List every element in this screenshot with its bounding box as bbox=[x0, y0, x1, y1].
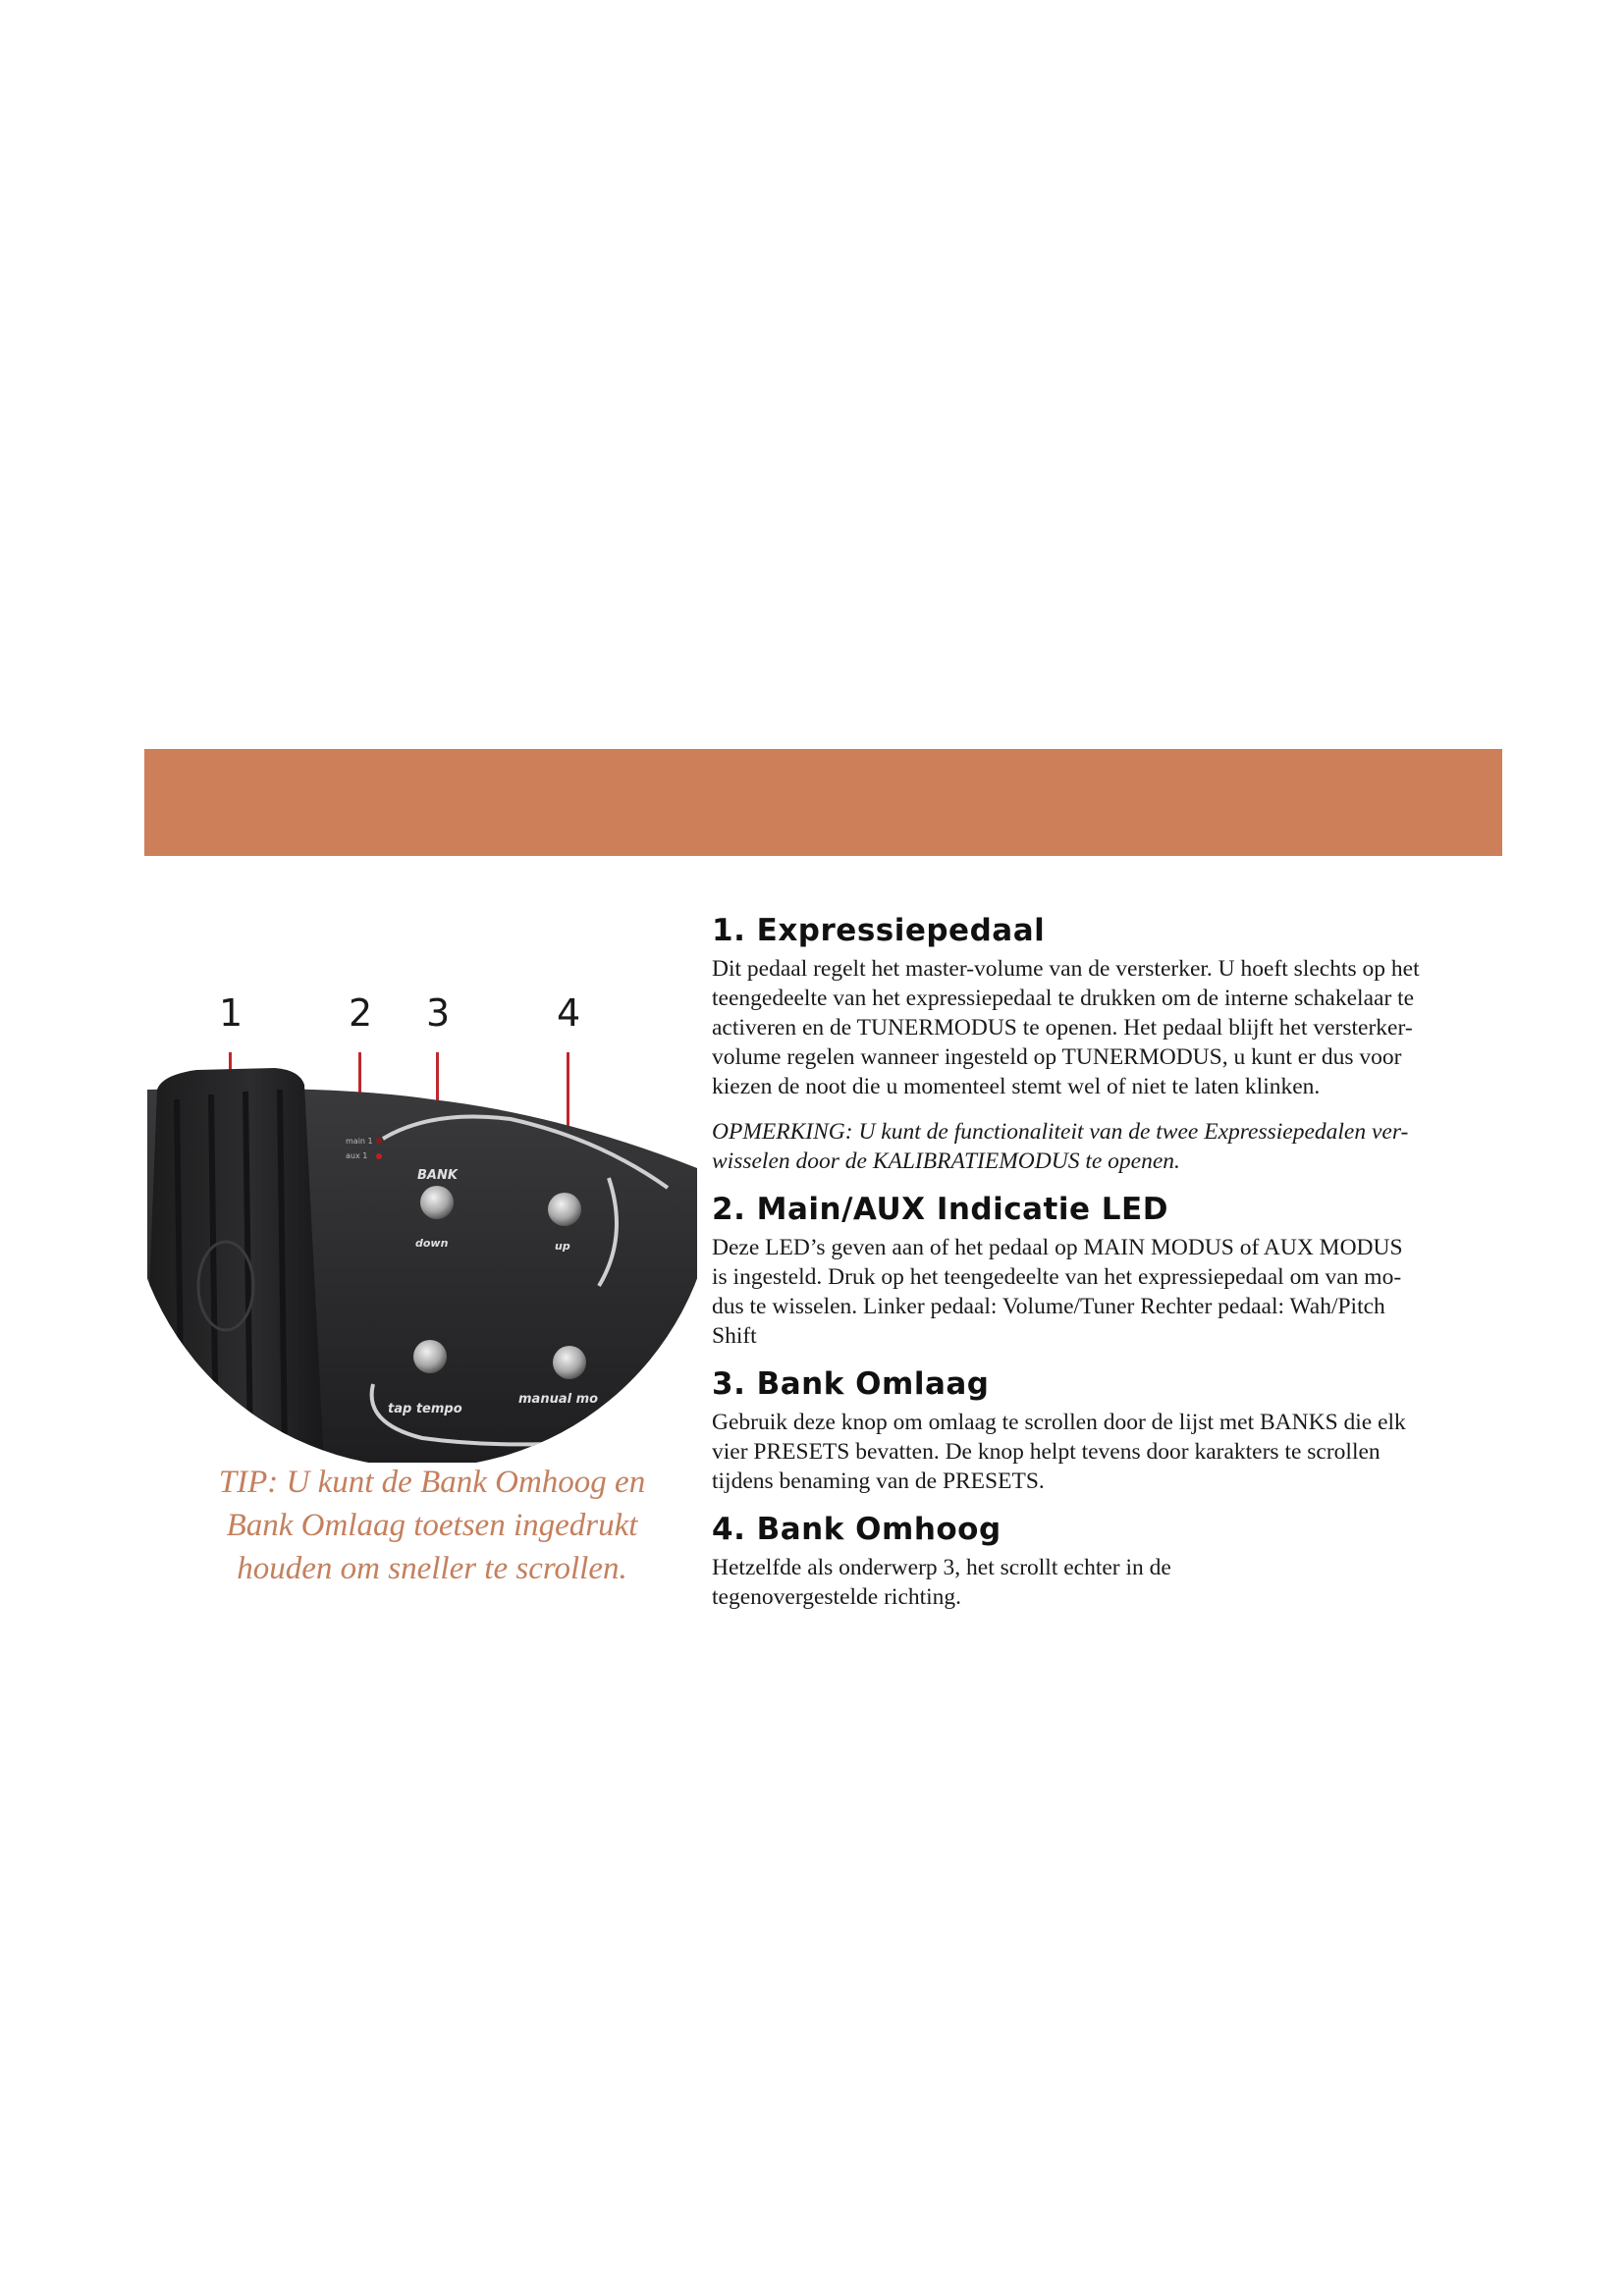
section-bank-omhoog bbox=[712, 1512, 1488, 1612]
callout-number-4: 4 bbox=[557, 991, 581, 1035]
section-heading: 1. Expressiepedaal bbox=[712, 913, 1046, 948]
section-body bbox=[712, 1408, 1488, 1496]
note-line: OPMERKING: U kunt de functionaliteit van de twee Expressiepedalen ver- bbox=[712, 1119, 1409, 1145]
up-label: up bbox=[555, 1240, 570, 1253]
body-line: tijdens benaming van de PRESETS. bbox=[712, 1468, 1045, 1494]
manual-mode-label: manual mo bbox=[518, 1392, 599, 1407]
header-banner bbox=[144, 749, 1502, 856]
note-paragraph bbox=[712, 1117, 1488, 1176]
section-body bbox=[712, 1553, 1488, 1612]
body-line: teengedeelte van het expressiepedaal te drukken om de interne schakelaar te bbox=[712, 986, 1415, 1011]
tip-line: Bank Omlaag toetsen ingedrukt bbox=[226, 1508, 638, 1543]
body-line: dus te wisselen. Linker pedaal: Volume/Tuner Rechter pedaal: Wah/Pitch bbox=[712, 1294, 1385, 1319]
section-bank-omlaag bbox=[712, 1366, 1488, 1496]
body-line: volume regelen wanneer ingesteld op TUNERMODUS, u kunt er dus voor bbox=[712, 1044, 1402, 1070]
bank-label: BANK bbox=[417, 1168, 458, 1183]
body-line: Hetzelfde als onderwerp 3, het scrollt echter in de bbox=[712, 1555, 1171, 1580]
tip-line: TIP: U kunt de Bank Omhoog en bbox=[218, 1465, 646, 1500]
body-line: tegenovergestelde richting. bbox=[712, 1584, 962, 1610]
body-line: kiezen de noot die u momenteel stemt wel of niet te laten klinken. bbox=[712, 1074, 1321, 1099]
section-heading: 2. Main/AUX Indicatie LED bbox=[712, 1192, 1168, 1227]
body-line: Shift bbox=[712, 1323, 757, 1349]
main-led-label: main 1 bbox=[346, 1137, 373, 1146]
section-heading: 4. Bank Omhoog bbox=[712, 1512, 1001, 1547]
body-line: is ingesteld. Druk op het teengedeelte van het expressiepedaal om van mo- bbox=[712, 1264, 1402, 1290]
body-line: Deze LED’s geven aan of het pedaal op MAIN MODUS of AUX MODUS bbox=[712, 1235, 1403, 1260]
tip-line: houden om sneller te scrollen. bbox=[237, 1551, 627, 1586]
down-label: down bbox=[415, 1237, 449, 1250]
tap-tempo-label: tap tempo bbox=[388, 1402, 462, 1416]
pedalboard-figure bbox=[137, 991, 707, 1482]
section-body bbox=[712, 1233, 1488, 1351]
callout-number-3: 3 bbox=[426, 991, 451, 1035]
callout-number-1: 1 bbox=[219, 991, 244, 1035]
body-line: activeren en de TUNERMODUS te openen. Het pedaal blijft het versterker- bbox=[712, 1015, 1413, 1041]
body-line: vier PRESETS bevatten. De knop helpt tevens door karakters te scrollen bbox=[712, 1439, 1380, 1465]
aux-led-label: aux 1 bbox=[346, 1151, 368, 1160]
section-body bbox=[712, 954, 1488, 1101]
feature-descriptions bbox=[712, 913, 1488, 1628]
body-line: Gebruik deze knop om omlaag te scrollen door de lijst met BANKS die elk bbox=[712, 1410, 1406, 1435]
section-main-aux-led bbox=[712, 1192, 1488, 1351]
pedalboard-illustration bbox=[137, 991, 707, 1463]
callout-number-2: 2 bbox=[349, 991, 373, 1035]
tip-caption bbox=[187, 1461, 677, 1590]
section-expressiepedaal bbox=[712, 913, 1488, 1176]
section-heading: 3. Bank Omlaag bbox=[712, 1366, 990, 1402]
body-line: Dit pedaal regelt het master-volume van de versterker. U hoeft slechts op het bbox=[712, 956, 1420, 982]
note-line: wisselen door de KALIBRATIEMODUS te openen. bbox=[712, 1148, 1180, 1174]
